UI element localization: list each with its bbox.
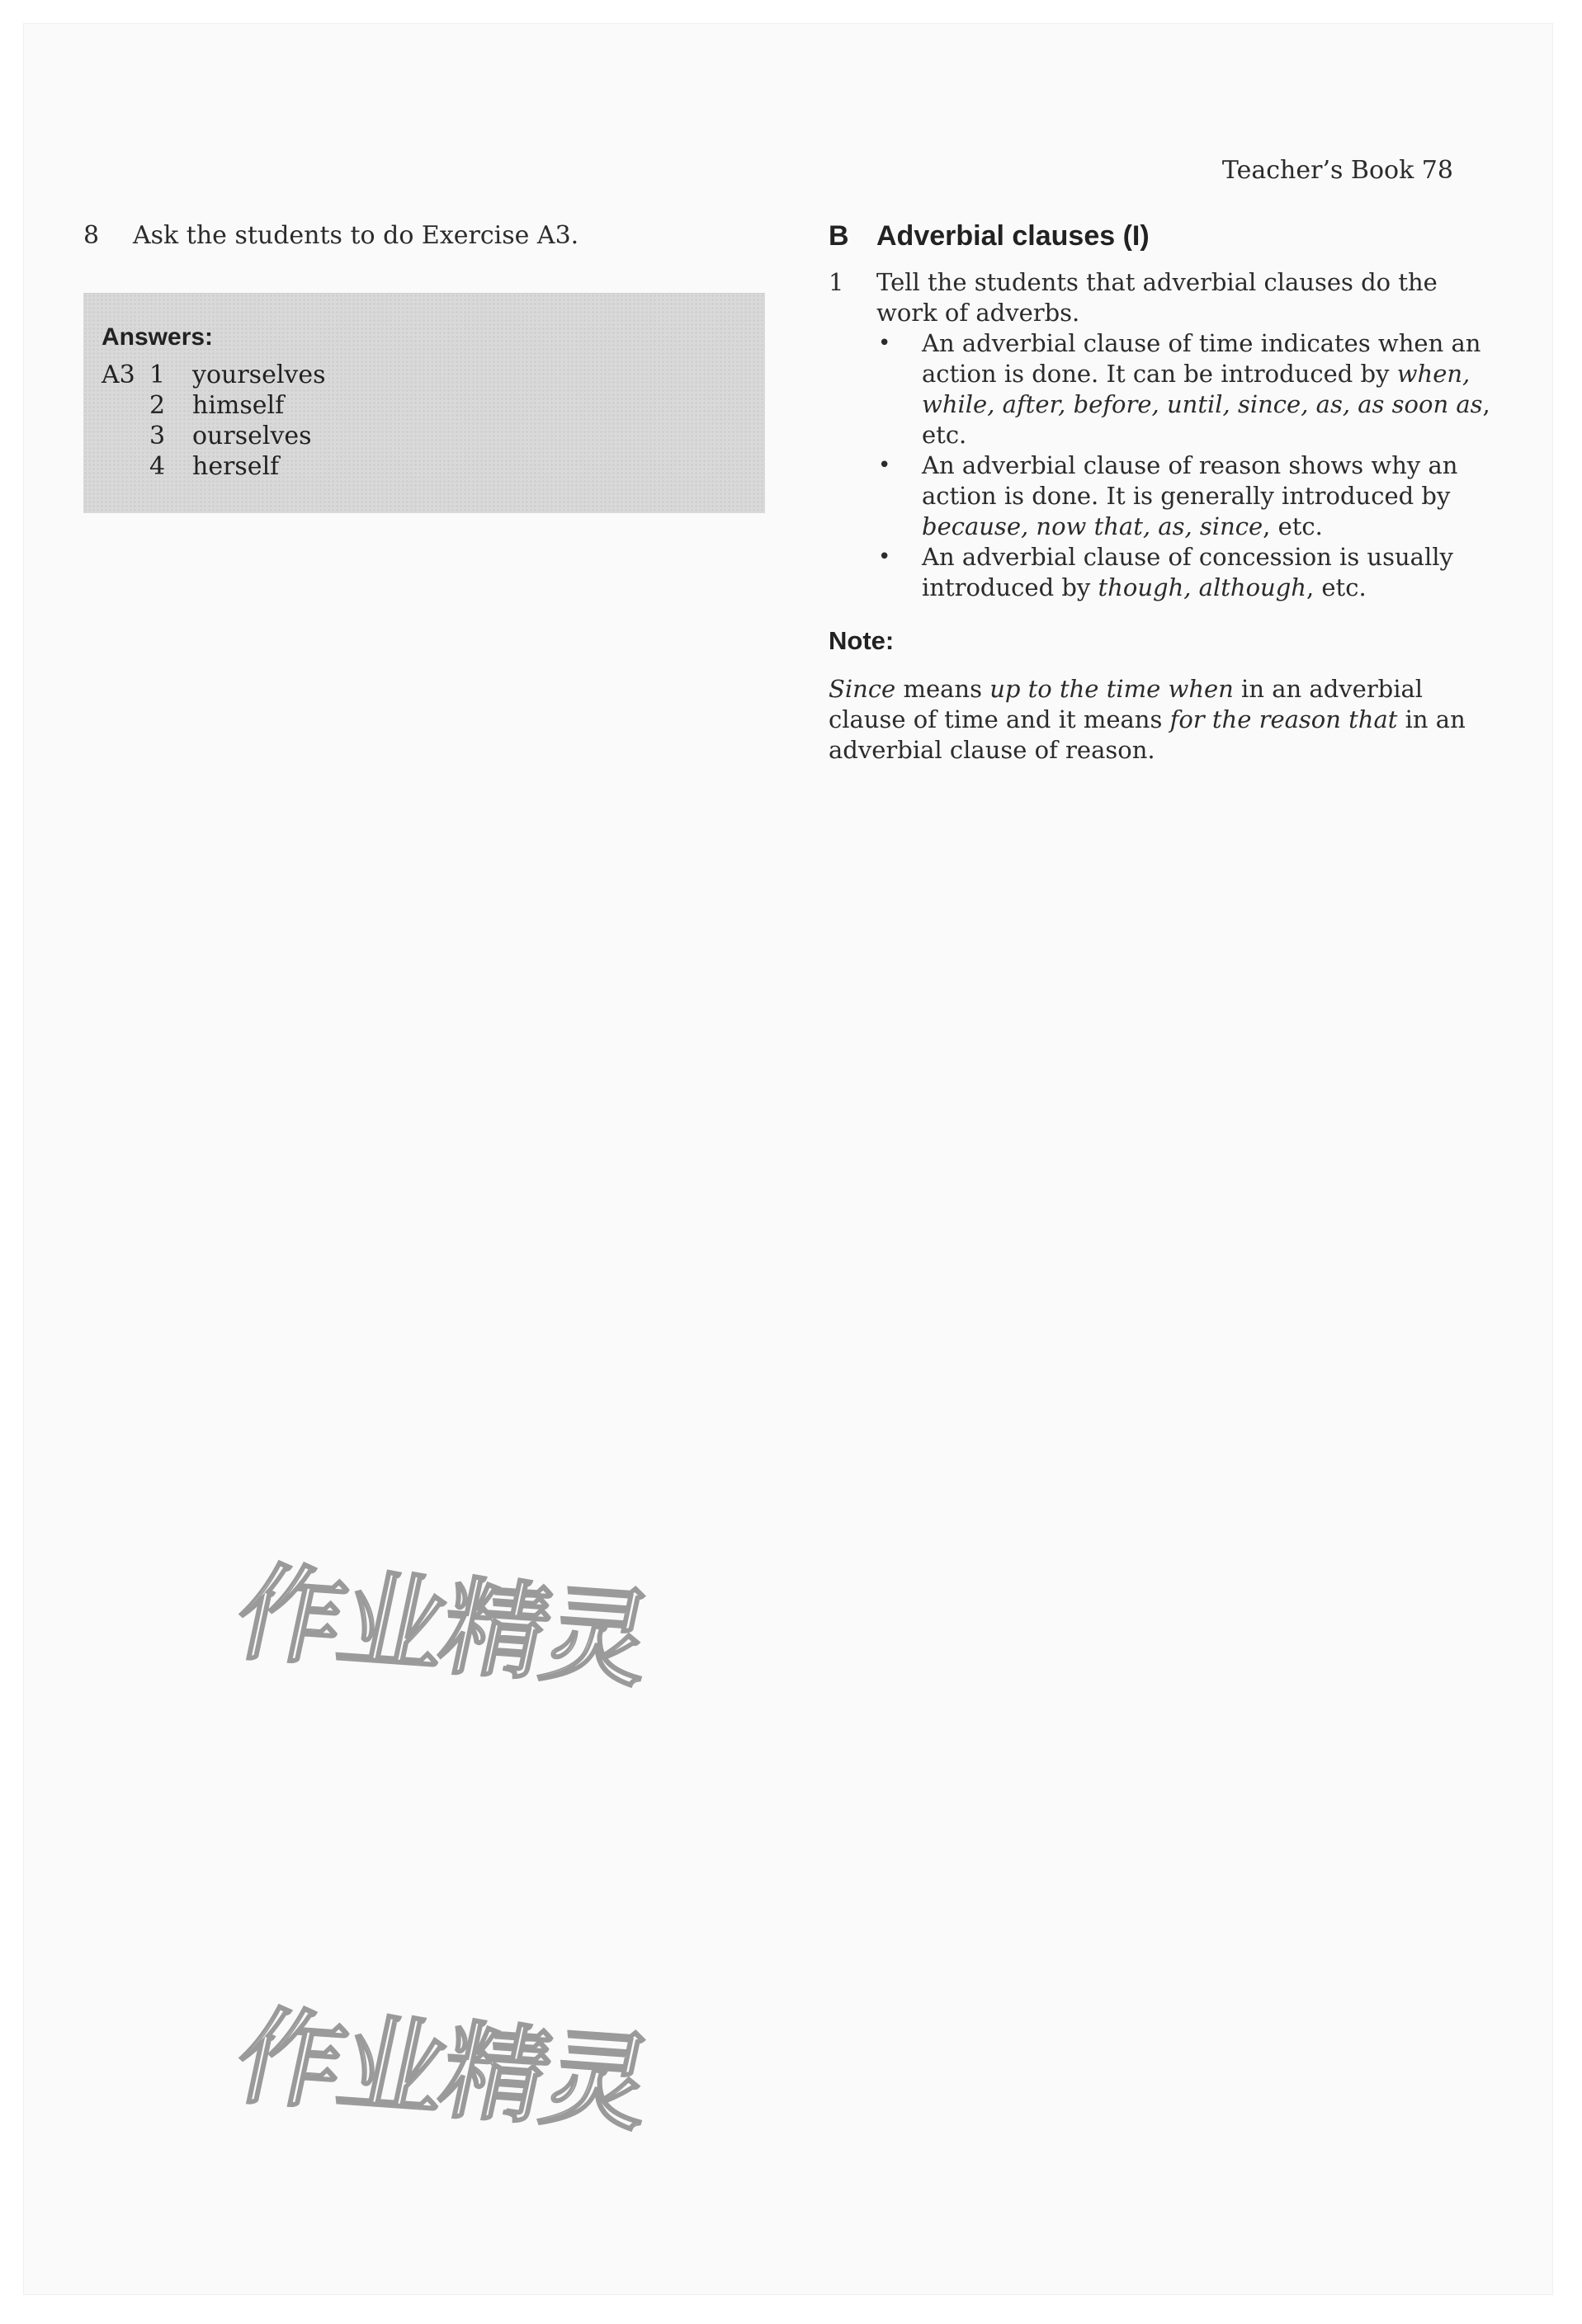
answer-row — [102, 451, 747, 482]
step-intro: Tell the students that adverbial clauses do the work of adverbs. — [876, 268, 1438, 327]
answers-heading: Answers: — [102, 323, 214, 351]
right-column — [829, 220, 1505, 766]
bullet-icon: • — [878, 453, 891, 478]
answer-number: 1 — [149, 361, 166, 389]
answers-box — [83, 293, 765, 513]
answer-row — [102, 421, 747, 451]
step-text: Ask the students to do Exercise A3. — [133, 221, 579, 250]
step-number: 1 — [829, 268, 844, 296]
watermark: 作业精灵 — [225, 1552, 660, 1703]
step-number: 8 — [83, 221, 100, 250]
bullet-list — [876, 328, 1505, 603]
answer-number: 2 — [149, 391, 166, 420]
section-title: Adverbial clauses (I) — [876, 220, 1150, 252]
teaching-step-1 — [829, 267, 1505, 603]
left-column — [83, 220, 768, 513]
watermark: 作业精灵 — [225, 1996, 660, 2147]
answer-text: yourselves — [192, 361, 326, 389]
bullet-item: • An adverbial clause of concession is usually introduced by though, although, etc. — [878, 543, 1453, 601]
answer-number: 4 — [149, 452, 166, 481]
bullet-icon: • — [878, 544, 891, 569]
note-text: Since means up to the time when in an adverbial clause of time and it means for the reason that in an adverbial clause of reason. — [829, 675, 1466, 764]
running-head: Teacher’s Book 78 — [1221, 156, 1453, 185]
bullet-item: • An adverbial clause of reason shows why an action is done. It is generally introduced by because, now that, as, since, etc. — [878, 451, 1458, 540]
answer-row — [102, 360, 747, 390]
note-heading: Note: — [829, 626, 895, 655]
answer-row — [102, 390, 747, 421]
exercise-label: A3 — [102, 361, 135, 389]
step-8 — [83, 220, 768, 252]
bullet-item: • An adverbial clause of time indicates when an action is done. It can be introduced by when, while, after, before, until, since, as, as soon as, etc. — [878, 329, 1490, 449]
bullet-icon: • — [878, 331, 891, 356]
section-letter: B — [829, 220, 849, 252]
answer-number: 3 — [149, 422, 166, 450]
answer-text: himself — [192, 391, 285, 420]
answer-text: herself — [192, 452, 280, 481]
page — [23, 23, 1553, 2295]
section-heading — [829, 220, 1505, 252]
answer-text: ourselves — [192, 422, 312, 450]
